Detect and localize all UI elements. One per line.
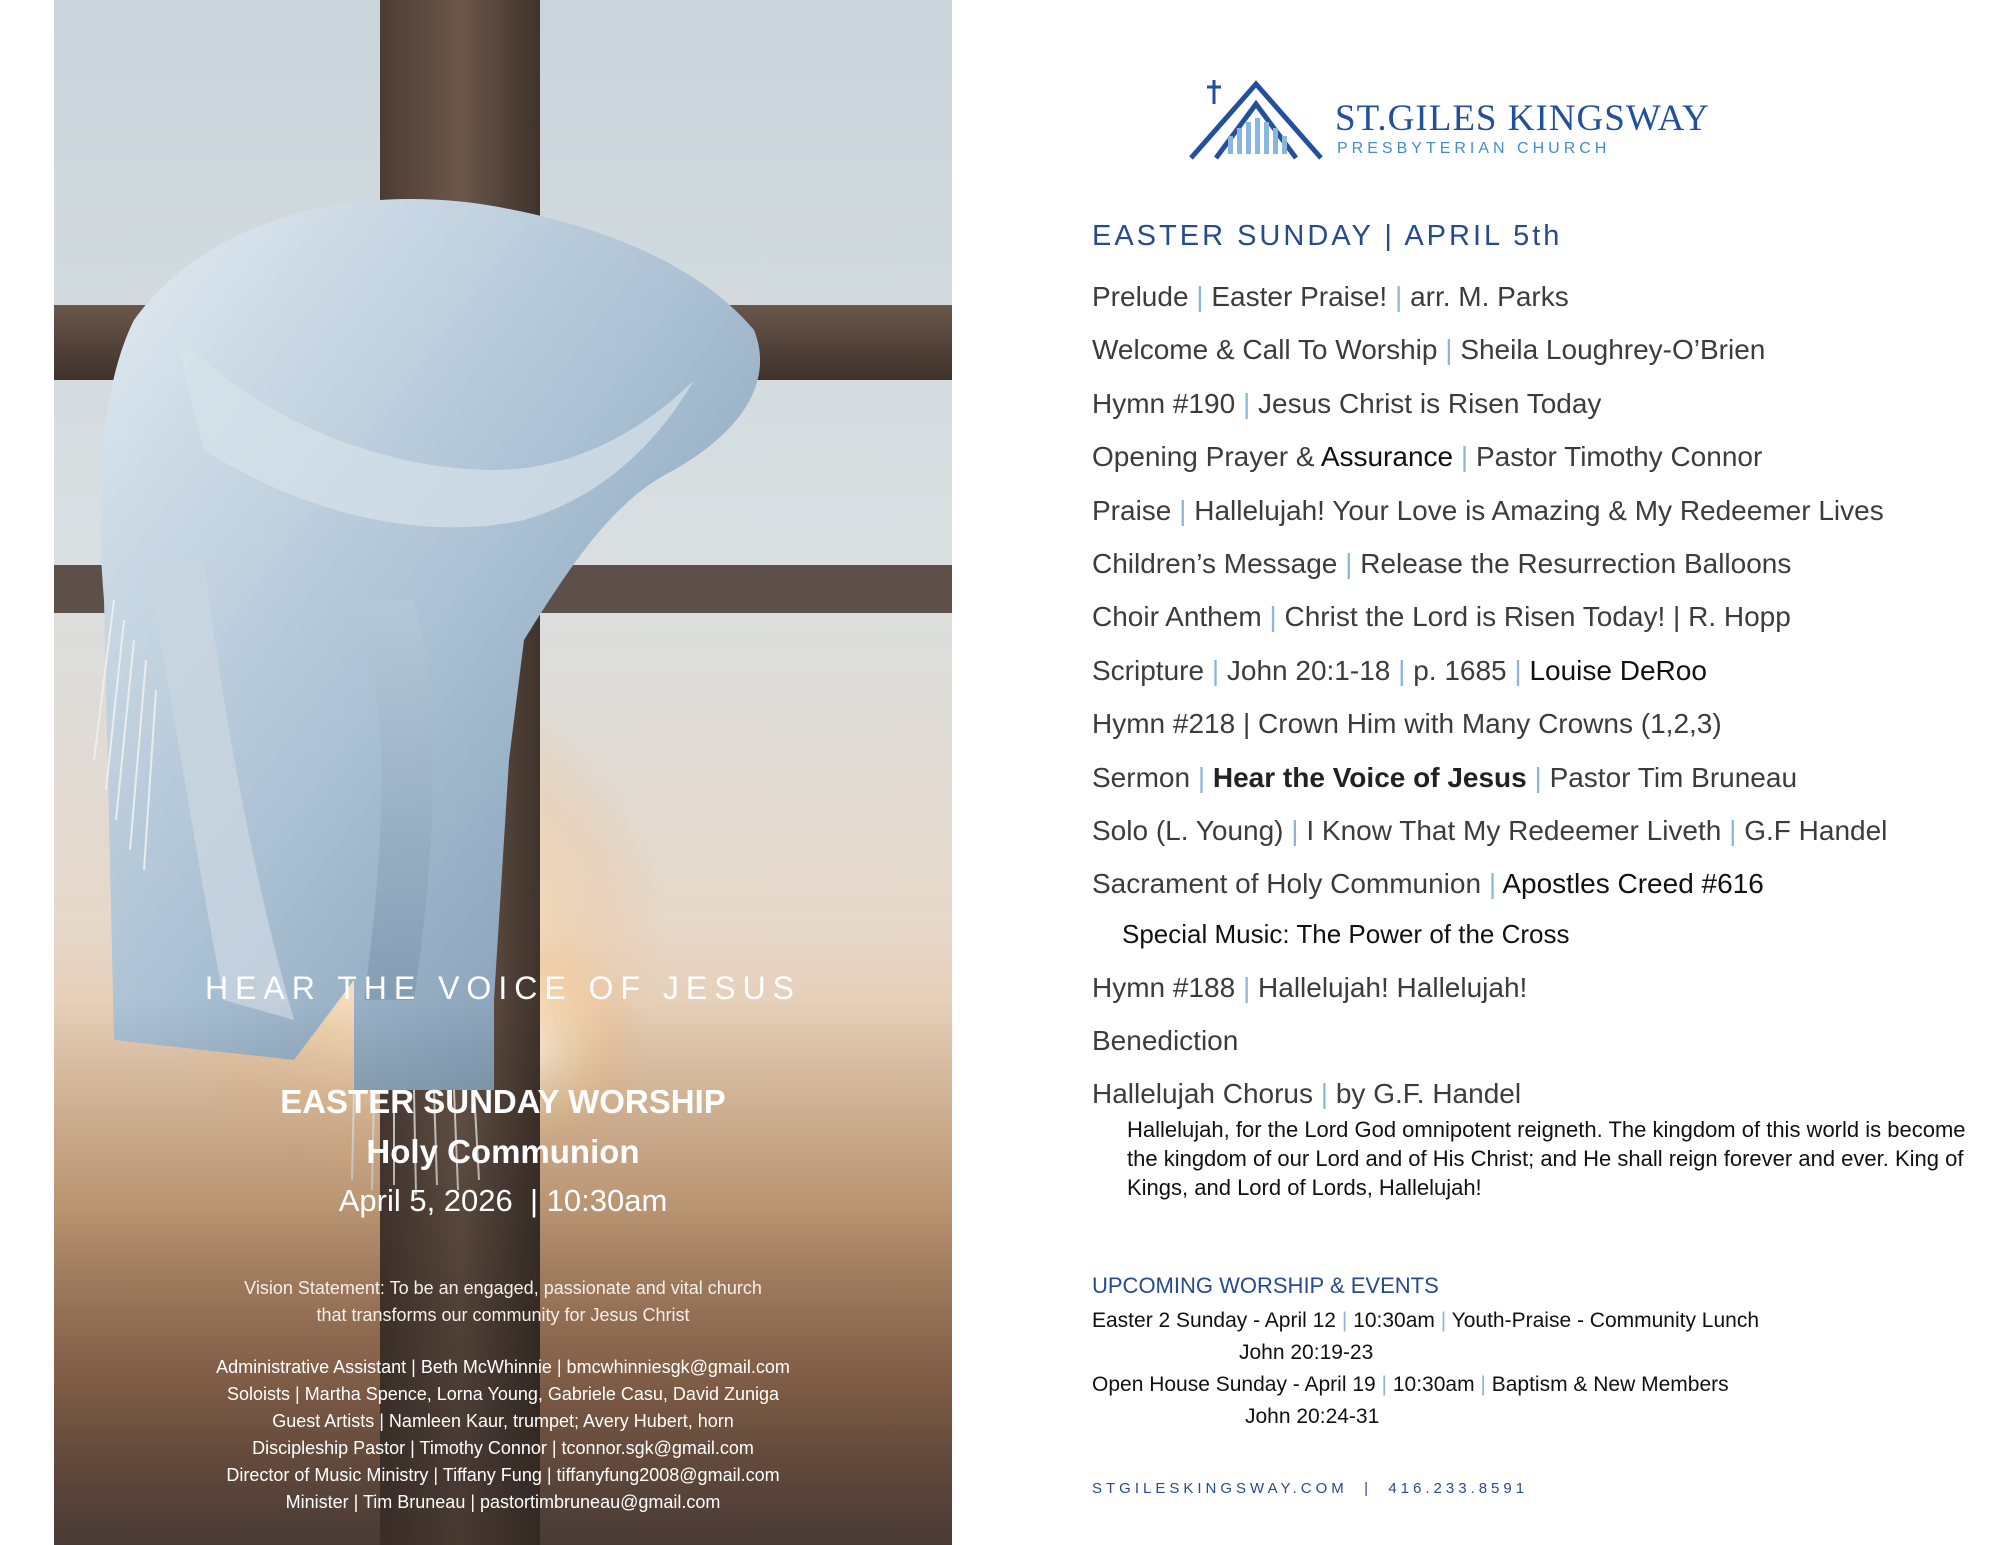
event-scripture: John 20:19-23 xyxy=(1239,1341,1374,1364)
separator: | xyxy=(1179,494,1187,526)
staff-guest-artists: Guest Artists | Namleen Kaur, trumpet; Avery Hubert, horn xyxy=(272,1411,734,1431)
order-of-service-heading: EASTER SUNDAY | APRIL 5th xyxy=(1092,220,1563,252)
item-page: p. 1685 xyxy=(1413,654,1507,686)
separator: | xyxy=(1729,814,1737,846)
item-piece: Easter Praise! xyxy=(1211,281,1388,312)
separator: | xyxy=(1197,761,1206,793)
separator: | xyxy=(1480,1373,1486,1396)
footer-contact: STGILESKINGSWAY.COM | 416.233.8591 xyxy=(1092,1480,1529,1497)
separator: | xyxy=(1196,281,1204,312)
event-item xyxy=(1092,1305,1759,1337)
item-title: Solo (L. Young) xyxy=(1092,814,1284,846)
item-title: Welcome & Call To Worship xyxy=(1092,334,1438,366)
service-item-hymn-190 xyxy=(1092,380,1992,433)
item-title: Children’s Message xyxy=(1092,547,1338,579)
item-leader: Sheila Loughrey-O’Brien xyxy=(1460,334,1766,366)
upcoming-events-list xyxy=(1092,1305,1759,1433)
separator: | xyxy=(1398,654,1406,686)
separator: | xyxy=(1488,868,1497,900)
item-leader: Pastor Timothy Connor xyxy=(1475,441,1763,473)
separator: | xyxy=(1534,761,1542,793)
service-item-communion xyxy=(1092,860,1992,913)
service-item-prelude xyxy=(1092,273,1992,326)
worship-title: EASTER SUNDAY WORSHIP xyxy=(280,1083,726,1120)
item-title: Hymn #218 | Crown Him with Many Crowns (1,2,3) xyxy=(1092,708,1722,740)
service-date-time: April 5, 2026 | 10:30am xyxy=(338,1183,668,1218)
separator: | xyxy=(1320,1078,1329,1110)
event-description: Youth-Praise - Community Lunch xyxy=(1451,1309,1760,1332)
service-item-hymn-188 xyxy=(1092,964,1992,1017)
staff-discipleship-pastor: Discipleship Pastor | Timothy Connor | tconnor.sgk@gmail.com xyxy=(252,1438,754,1458)
poster-heading: HEAR THE VOICE OF JESUS xyxy=(204,970,802,1006)
service-item-welcome xyxy=(1092,326,1992,379)
item-title: Sermon xyxy=(1092,761,1191,793)
hallelujah-lyrics: Hallelujah, for the Lord God omnipotent reigneth. The kingdom of this world is become the kingdom of our Lord and of His Christ; and He shall reign forever and ever. King of Kings, and Lord of Lords, Hallelujah! xyxy=(1127,1117,1966,1200)
separator: | xyxy=(1445,334,1453,366)
separator: | xyxy=(1291,814,1299,846)
service-item-benediction xyxy=(1092,1017,1992,1070)
item-composer: by G.F. Handel xyxy=(1335,1078,1522,1110)
service-item-special-music xyxy=(1092,914,1992,964)
staff-soloists: Soloists | Martha Spence, Lorna Young, Gabriele Casu, David Zuniga xyxy=(226,1384,779,1404)
item-title: Special Music: The Power of the Cross xyxy=(1122,918,1570,949)
item-title: Choir Anthem xyxy=(1092,601,1262,633)
item-title: Hallelujah Chorus xyxy=(1092,1078,1314,1110)
service-item-opening-prayer xyxy=(1092,433,1992,486)
staff-admin: Administrative Assistant | Beth McWhinnie | bmcwhinniesgk@gmail.com xyxy=(216,1357,790,1377)
item-title: Benediction xyxy=(1092,1025,1239,1057)
holy-communion-label: Holy Communion xyxy=(366,1133,640,1170)
item-title: Hymn #188 xyxy=(1092,971,1236,1003)
separator: | xyxy=(1242,387,1251,419)
service-item-sermon xyxy=(1092,754,1992,807)
service-item-scripture xyxy=(1092,647,1992,700)
item-reader: Louise DeRoo xyxy=(1529,654,1707,686)
item-piece: I Know That My Redeemer Liveth xyxy=(1306,814,1722,846)
item-piece: Jesus Christ is Risen Today xyxy=(1258,387,1602,419)
vision-statement xyxy=(54,1275,952,1329)
item-title: Scripture xyxy=(1092,654,1205,686)
separator: | xyxy=(1345,547,1353,579)
separator: | xyxy=(1211,654,1220,686)
staff-list xyxy=(54,1354,952,1516)
separator: | xyxy=(1395,281,1403,312)
item-credit: arr. M. Parks xyxy=(1410,281,1569,312)
event-time: 10:30am xyxy=(1353,1309,1435,1332)
service-item-solo xyxy=(1092,807,1992,860)
event-item xyxy=(1092,1369,1759,1401)
item-leader: Pastor Tim Bruneau xyxy=(1549,761,1798,793)
staff-minister: Minister | Tim Bruneau | pastortimbruneau@gmail.com xyxy=(285,1492,721,1512)
item-reference: John 20:1-18 xyxy=(1226,654,1391,686)
separator: | xyxy=(1242,971,1251,1003)
church-subtitle: PRESBYTERIAN CHURCH xyxy=(1337,140,1611,157)
service-item-hallelujah-chorus xyxy=(1092,1076,1992,1114)
upcoming-events-heading: UPCOMING WORSHIP & EVENTS xyxy=(1092,1273,1439,1298)
separator: | xyxy=(1341,1309,1348,1332)
church-name: ST.GILES KINGSWAY xyxy=(1335,98,1710,139)
separator: | xyxy=(1269,601,1277,633)
item-title: Sacrament of Holy Communion xyxy=(1092,868,1482,900)
order-of-service xyxy=(1092,273,1992,1114)
separator: | xyxy=(1381,1373,1387,1396)
vision-line: Vision Statement: To be an engaged, passionate and vital church xyxy=(244,1278,762,1298)
item-title: Praise xyxy=(1092,494,1172,526)
sermon-title: Hear the Voice of Jesus xyxy=(1212,761,1527,793)
separator: | xyxy=(1514,654,1522,686)
item-title: Prelude xyxy=(1092,281,1189,312)
service-item-hymn-218 xyxy=(1092,700,1992,753)
service-item-childrens-message xyxy=(1092,540,1992,593)
poster-panel xyxy=(54,0,952,1545)
item-detail: Release the Resurrection Balloons xyxy=(1360,547,1792,579)
event-scripture: John 20:24-31 xyxy=(1245,1405,1380,1428)
staff-music-director: Director of Music Ministry | Tiffany Fung | tiffanyfung2008@gmail.com xyxy=(226,1465,780,1485)
service-item-praise xyxy=(1092,487,1992,540)
event-description: Baptism & New Members xyxy=(1491,1373,1729,1396)
separator: | xyxy=(1460,441,1469,473)
item-composer: G.F Handel xyxy=(1744,814,1888,846)
vision-line: that transforms our community for Jesus Christ xyxy=(316,1305,690,1325)
item-piece: Hallelujah! Hallelujah! xyxy=(1258,971,1528,1003)
event-day: Easter 2 Sunday - April 12 xyxy=(1092,1309,1336,1332)
event-day: Open House Sunday - April 19 xyxy=(1092,1373,1376,1396)
item-title: Opening Prayer & xyxy=(1092,441,1321,473)
item-title: Hymn #190 xyxy=(1092,387,1236,419)
item-title-assurance: Assurance xyxy=(1320,441,1454,473)
service-item-choir-anthem xyxy=(1092,593,1992,646)
item-detail: Apostles Creed #616 xyxy=(1502,868,1764,900)
separator: | xyxy=(1440,1309,1447,1332)
item-piece: Christ the Lord is Risen Today! | R. Hopp xyxy=(1284,601,1791,633)
item-piece: Hallelujah! Your Love is Amazing & My Redeemer Lives xyxy=(1194,494,1884,526)
event-time: 10:30am xyxy=(1392,1373,1475,1396)
